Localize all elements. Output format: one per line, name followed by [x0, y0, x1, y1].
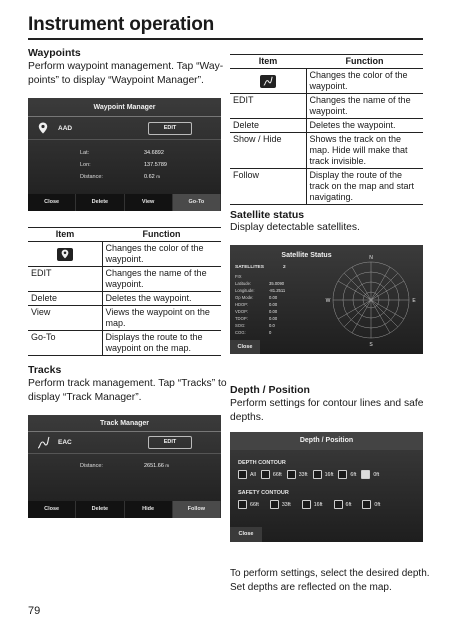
- satellite-status-title: Satellite Status: [281, 252, 332, 259]
- function-text: Displays the route to the waypoint on the map.: [102, 331, 221, 356]
- function-text: Changes the color of the waypoint.: [306, 69, 423, 94]
- view-button[interactable]: View: [125, 194, 173, 211]
- sat-row: COG: 0: [235, 330, 272, 335]
- lat-label: Lat:: [80, 150, 90, 156]
- checkbox[interactable]: [287, 470, 296, 479]
- satellite-heading: Satellite status: [230, 209, 305, 221]
- depth-intro-line-2: depths.: [230, 412, 264, 423]
- compass-south: S: [369, 342, 373, 348]
- checkbox[interactable]: [361, 470, 370, 479]
- tracks-heading: Tracks: [28, 364, 62, 376]
- safety-option[interactable]: 16ft: [302, 500, 323, 509]
- table-row: [230, 69, 423, 94]
- item-text: EDIT: [28, 267, 102, 292]
- track-manager-title: Track Manager: [99, 420, 150, 427]
- satellites-count: SATELLITES 2: [235, 265, 286, 270]
- tracks-intro-line-2: display “Track Manager”.: [28, 392, 142, 403]
- sat-row: SOG: 0.0: [235, 323, 275, 328]
- table-row: [28, 306, 221, 331]
- compass-north: N: [369, 255, 373, 261]
- safety-option[interactable]: 33ft: [270, 500, 291, 509]
- table-row: [230, 169, 423, 205]
- depth-intro-line-1: Perform settings for contour lines and safe: [230, 398, 424, 409]
- safety-option[interactable]: 66ft: [238, 500, 259, 509]
- table-row: [230, 119, 423, 133]
- function-text: Deletes the waypoint.: [306, 119, 423, 133]
- checkbox[interactable]: [313, 470, 322, 479]
- checkbox[interactable]: [302, 500, 311, 509]
- table-row: [28, 292, 221, 306]
- sat-row: TDOP: 0.00: [235, 316, 278, 321]
- checkbox[interactable]: [238, 500, 247, 509]
- page-number: 79: [28, 605, 41, 617]
- item-text: Delete: [230, 119, 306, 133]
- checkbox[interactable]: [334, 500, 343, 509]
- table-row: [28, 267, 221, 292]
- track-function-table: [230, 54, 423, 205]
- follow-button[interactable]: Follow: [173, 501, 221, 518]
- contour-option[interactable]: All: [238, 470, 256, 479]
- item-text: Follow: [230, 169, 306, 205]
- page-title: Instrument operation: [28, 14, 215, 35]
- compass-east: E: [412, 298, 416, 304]
- contour-option[interactable]: 16ft: [313, 470, 334, 479]
- tracks-intro-line-1: Perform track management. Tap “Tracks” to: [28, 378, 227, 389]
- close-button[interactable]: Close: [28, 501, 76, 518]
- close-button[interactable]: Close: [28, 194, 76, 211]
- compass-west: W: [325, 298, 331, 304]
- sat-row: Op Mode: 0.00: [235, 295, 278, 300]
- safety-contour-options: [238, 500, 380, 509]
- function-text: Changes the name of the waypoint.: [102, 267, 221, 292]
- lat-value: 34.6892: [144, 150, 164, 156]
- function-text: Changes the name of the waypoint.: [306, 94, 423, 119]
- lon-value: 137.5789: [144, 162, 167, 168]
- delete-button[interactable]: Delete: [76, 501, 124, 518]
- title-divider: [28, 38, 423, 40]
- col-function-header: Function: [306, 55, 423, 69]
- checkbox[interactable]: [270, 500, 279, 509]
- contour-option[interactable]: 0ft: [361, 470, 379, 479]
- satellite-intro: Display detectable satellites.: [230, 222, 360, 233]
- waypoint-function-table: [28, 227, 221, 356]
- function-text: Changes the color of the waypoint.: [102, 242, 221, 267]
- sat-row: Latitude: 35.0090: [235, 281, 285, 286]
- table-row: [230, 94, 423, 119]
- waypoints-intro-line-1: Perform waypoint management. Tap “Way-: [28, 61, 224, 72]
- depth-heading: Depth / Position: [230, 384, 310, 396]
- track-button-bar: [28, 501, 221, 518]
- checkbox[interactable]: [238, 470, 247, 479]
- safety-contour-label: SAFETY CONTOUR: [238, 490, 289, 496]
- distance-label: Distance:: [80, 463, 103, 469]
- checkbox[interactable]: [338, 470, 347, 479]
- sat-row: VDOP: 0.00: [235, 309, 278, 314]
- screen-divider: [28, 431, 221, 432]
- contour-option[interactable]: 66ft: [261, 470, 282, 479]
- distance-label: Distance:: [80, 174, 103, 180]
- contour-option[interactable]: 33ft: [287, 470, 308, 479]
- close-button[interactable]: Close: [230, 527, 262, 542]
- distance-value: 0.62 m: [144, 174, 160, 180]
- depth-position-title: Depth / Position: [230, 432, 423, 450]
- table-row: [28, 331, 221, 356]
- item-text: Go-To: [28, 331, 102, 356]
- lon-label: Lon:: [80, 162, 91, 168]
- waypoint-button-bar: [28, 194, 221, 211]
- sat-row: Longitude: -81.2511: [235, 288, 286, 293]
- hide-button[interactable]: Hide: [125, 501, 173, 518]
- sat-row: FIX: [235, 274, 242, 279]
- depth-contour-label: DEPTH CONTOUR: [238, 460, 286, 466]
- waypoints-intro-line-2: points” to display “Waypoint Manager”.: [28, 75, 204, 86]
- table-row: [28, 242, 221, 267]
- depth-contour-options: [238, 470, 379, 479]
- function-text: Views the waypoint on the map.: [102, 306, 221, 331]
- waypoint-name: AAD: [58, 125, 73, 132]
- track-manager-screen: [28, 415, 221, 518]
- item-text: Delete: [28, 292, 102, 306]
- col-function-header: Function: [102, 228, 221, 242]
- track-icon[interactable]: [37, 436, 50, 449]
- satellite-skyplot: [322, 250, 420, 348]
- contour-option[interactable]: 6ft: [338, 470, 356, 479]
- distance-value: 2651.66 m: [144, 463, 170, 469]
- checkbox[interactable]: [362, 500, 371, 509]
- screen-divider: [28, 453, 221, 454]
- delete-button[interactable]: Delete: [76, 194, 124, 211]
- item-text: EDIT: [230, 94, 306, 119]
- col-item-header: Item: [230, 55, 306, 69]
- function-text: Display the route of the track on the map and start navigating.: [306, 169, 423, 205]
- waypoint-manager-title: Waypoint Manager: [93, 104, 156, 111]
- close-button[interactable]: Close: [230, 340, 260, 354]
- location-pin-icon: [57, 248, 73, 261]
- safety-option[interactable]: 0ft: [362, 500, 380, 509]
- satellite-status-screen: [230, 245, 423, 354]
- waypoint-manager-screen: [28, 98, 221, 211]
- go-to-button[interactable]: Go-To: [173, 194, 221, 211]
- track-edit-button[interactable]: EDIT: [148, 436, 192, 449]
- track-icon: [260, 75, 276, 88]
- location-pin-icon[interactable]: [38, 122, 48, 134]
- screen-divider: [28, 139, 221, 140]
- checkbox[interactable]: [261, 470, 270, 479]
- safety-option[interactable]: 6ft: [334, 500, 352, 509]
- track-name: EAC: [58, 439, 72, 446]
- waypoint-edit-button[interactable]: EDIT: [148, 122, 192, 135]
- depth-note-line-2: Set depths are reflected on the map.: [230, 582, 392, 593]
- function-text: Deletes the waypoint.: [102, 292, 221, 306]
- item-text: Show / Hide: [230, 133, 306, 169]
- depth-position-screen: [230, 432, 423, 542]
- sat-row: HDOP: 0.00: [235, 302, 278, 307]
- table-row: [230, 133, 423, 169]
- depth-note-line-1: To perform settings, select the desired depth.: [230, 568, 430, 579]
- col-item-header: Item: [28, 228, 102, 242]
- waypoints-heading: Waypoints: [28, 47, 81, 59]
- screen-divider: [28, 116, 221, 117]
- function-text: Shows the track on the map. Hide will make that track invisible.: [306, 133, 423, 169]
- item-text: View: [28, 306, 102, 331]
